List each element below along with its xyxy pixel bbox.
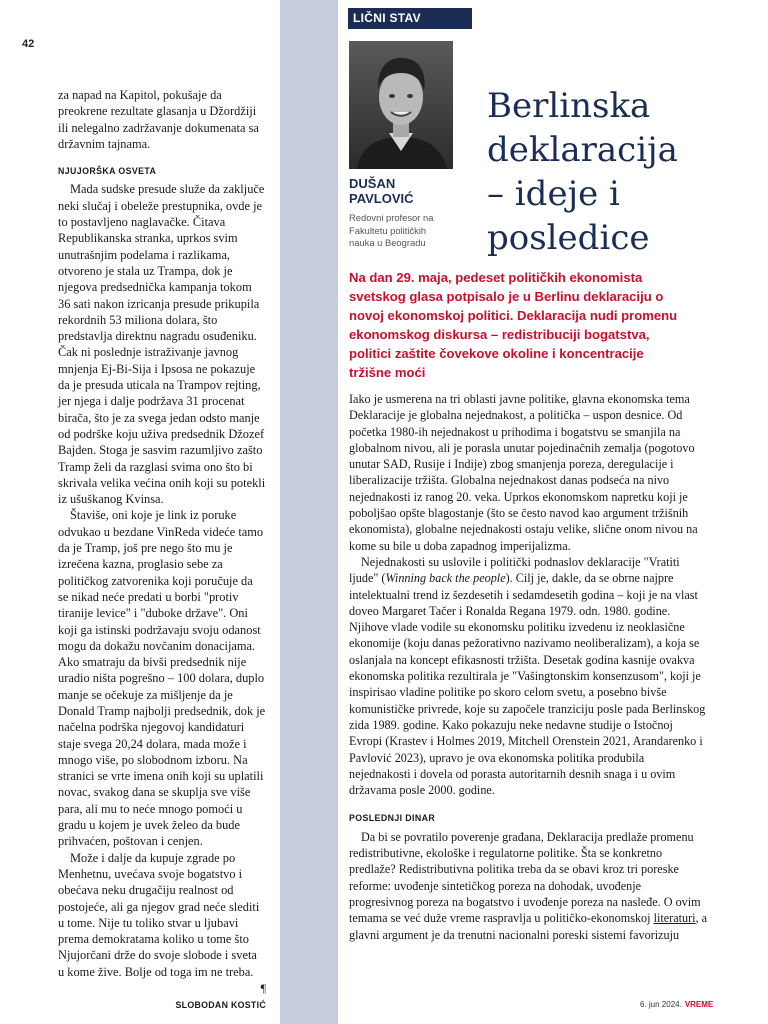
paragraph: Štaviše, oni koje je link iz poruke odvukao u bezdane VinReda videće tamo da je Tramp, još pre nego što mu je izrečena kazna, proglasio sebe za političkog zatvorenika koji poručuje da se nikad neće predati u borbi "protiv tiranije levice" i "duboke države". Oni koji ga istinski podržavaju svoju odanost mogu da dokažu novčanim donacijama. Ako smatraju da bivši predsednik nije uradio ništa pogrešno – 100 dolara, duplo manje se očekuje za mišljenje da je Donald Tramp najbolji predsednik, dok je načelna podrška njegovoj kandidaturi staje svega 20,24 dolara, mada može i mnogo više, po slobodnom izboru. Na stranici se vrte imena onih koji su uplatili novac, svakog dana se skuplja sve više para, ali mu to neće mnogo pomoći u gradu u kojem je uvek želeo da bude prihvaćen, poštovan i cenjen.	[58, 508, 266, 849]
pilcrow-mark: ¶	[260, 981, 266, 996]
author-role: Redovni profesor na Fakultetu političkih nauka u Beogradu	[349, 212, 434, 248]
article-lead: Na dan 29. maja, pedeset političkih ekonomista svetskog glasa potpisalo je u Berlinu deklaraciju o novoj ekonomskoj politici. Deklaracija nudi promenu ekonomskog diskursa – redistribuciji bogatstva, politici zaštite čovekove okoline i koncentracije tržišne moći	[349, 270, 678, 380]
title-line: deklaracija	[487, 130, 678, 170]
author-signature: SLOBODAN KOSTIĆ	[175, 1000, 266, 1011]
paragraph	[58, 850, 266, 996]
section-tag: LIČNI STAV	[348, 8, 472, 29]
paragraph	[349, 829, 708, 943]
portrait-image	[349, 41, 453, 169]
left-column	[58, 87, 266, 1014]
paragraph: za napad na Kapitol, pokušaje da preokrene rezultate glasanja u Džordžiji ili nelegalno zadržavanje dokumenata sa državnim tajnama.	[58, 88, 259, 151]
title-line: Berlinska	[487, 86, 651, 126]
page-footer	[640, 1000, 713, 1009]
paragraph	[349, 554, 708, 798]
subheading: NJUJORŠKA OSVETA	[58, 166, 157, 177]
author-last-name: PAVLOVIĆ	[349, 191, 414, 206]
author-first-name: DUŠAN	[349, 176, 396, 191]
literature-link[interactable]: literaturi	[653, 911, 696, 926]
paragraph-text: Može i dalje da kupuje zgrade po Menhetnu, uvećava svoje bogatstvo i obećava neku drugačiju realnost od postojeće, ali ga njegov grad neće slediti u tome. Nije tu toliko stvar u ljubavi prema demokratama koliko u tome što Njujorčani drže do svoje slobode i sveta u kome žive. Bolje od toga im ne treba.	[58, 850, 260, 979]
paragraph: Mada sudske presude služe da zaključe neki slučaj i obeleže prestupnika, ovde je to postavljeno naglavačke. Čitava Republikanska stranka, uprkos svim unutrašnjim podelama i razlikama, otvoreno je stala uz Trampa, dok je njegova predsednička kampanja tokom 36 sati nakon izricanja presude prikupila rekordnih 53 miliona dolara, što predstavlja direktnu nagradu osuđeniku. Čak ni poslednje istraživanje javnog mnjenja Ej-Bi-Sija i Ipsosa ne pokazuje da je presuda uticala na Trampov rejting, jer njega i dalje podržava 31 procenat birača, što je za svega jedan odsto manje od podrške koju uživa predsednik Džozef Bajden. Stoga je sasvim razumljivo zašto Tramp želi da razglasi svima ono što bi skrivala velika većina onih koji su potekli iz ušuškanog Kvinsa.	[58, 182, 266, 507]
paragraph: Iako je usmerena na tri oblasti javne politike, glavna ekonomska tema Deklaracije je globalna nejednakost, a politička – uspon desnice. Od početka 1980-ih nejednakost u prihodima i bogatstvu se smanjila na globalnom nivou, ali je porasla unutar pojedinačnih zemalja (pogotovo unutar SAD, Rusije i Indije) zbog smanjenja poreza, deregulacije i liberalizacije tržišta. Globalna nejednakost danas podseća na nivo nejednakosti iz ranog 20. veka. Uprkos ekonomskom napretku koji je poboljšao opšte blagostanje (što se često navod kao argument tržišnih ekonomista), globalne nejednakosti ostaju velike, slične onom nivou na kome su bile u doba zapadnog imperijalizma.	[349, 392, 698, 553]
article-title	[487, 84, 757, 260]
page-number: 42	[22, 38, 35, 50]
paragraph-text: Da bi se povratilo poverenje građana, Deklaracija predlaže promenu redistributivne, ekološke i regulatorne politike. Šta se konkretno predlaže? Redistributivna politika treba da se obavi kroz tri poreske reforme: uvođenje sintetičkog poreza na dohodak, uvođenje progresivnog poreza na bogatstvo i uvođenje poreza na nasleđe. O ovim temama se već duže vreme raspravlja u političko-ekonomskoj	[349, 829, 701, 926]
footer-brand: VREME	[684, 1000, 714, 1009]
author-portrait	[349, 41, 453, 169]
paragraph-text: , a glavni argument je da trenutni nacionalni poreski sistemi favorizuju	[349, 911, 708, 942]
paragraph-text: ). Cilj je, dakle, da se obrne najpre intelektualni trend iz šezdesetih i sedamdesetih godina – koji je na vlast doveo Margaret Tačer i Ronalda Regana 1979. odn. 1980. godine. Njihove vlade vodile su ekonomsku politiku izvedenu iz neoklasične ekonomije (koju danas pežorativno nazivamo neoliberalizam), a koja se oslanjala na koncept efikasnosti tržišta. Desetak godina kasnije ovakva ekonomska politika rezultirala je "Vašingtonskim konsenzusom", koji je inspirisao vladine politike po skoro celom svetu, a posebno bivše komunističke privrede, koje su započele tranziciju posle pada Berlinskog zida 1989. godine. Kako pokazuju neke nedavne studije o Istočnoj Evropi (Krastev i Holmes 2019, Mitchell Orenstein 2021, Arandarenko i Pavlović 2023), upravo je ova ekonomska politika produbila nejednakosti i dovela od porasta autoritarnih desnih snaga i u ovim državama posle 2000. godine.	[349, 571, 706, 798]
footer-date: 6. jun 2024.	[640, 1000, 682, 1009]
italic-phrase: Winning back the people	[385, 571, 506, 586]
title-line: posledice	[487, 218, 650, 258]
subheading: POSLEDNJI DINAR	[349, 813, 436, 824]
title-line: – ideje i	[487, 174, 620, 214]
right-column	[349, 391, 708, 943]
author-name	[349, 176, 469, 206]
decorative-band	[280, 0, 338, 1024]
paragraph-text: Nejednakosti su uslovile i politički podnaslov deklaracije "Vratiti ljude" (	[349, 554, 680, 586]
